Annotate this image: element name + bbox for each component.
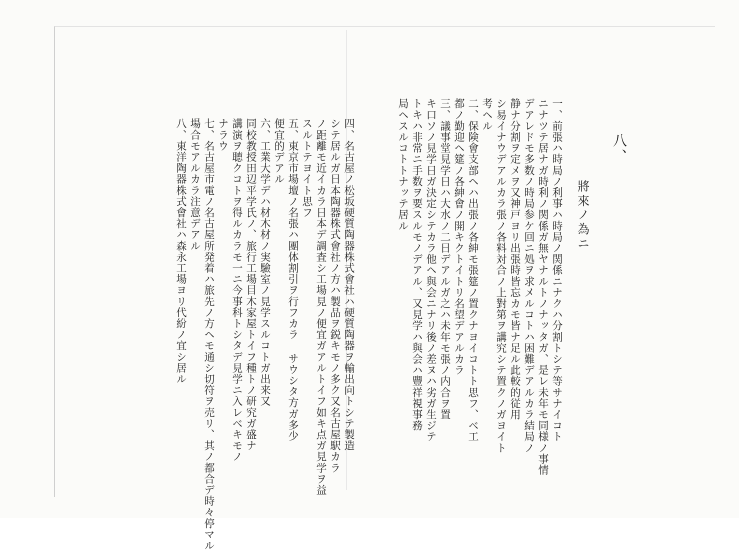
text-column: ニナツテ居ナガ時利ノ関係ガ無ヤナルトノナッタガ、是レ未年モ同様ノ事情 bbox=[537, 98, 549, 476]
text-column: トキハ非常ニ手数ヲ要スルモノデアル、又見学ハ與会ハ豐祥視事務 bbox=[411, 98, 423, 431]
section-number: 八、 bbox=[611, 133, 627, 165]
text-column: シ易イナウデアルカラ張ノ各料対合ノ上對第ヲ講究シテ置クノガヨイト bbox=[495, 98, 507, 454]
text-column: 便宜的デアル bbox=[273, 118, 285, 185]
text-column: 五、東京市場壇ノ名張ハ團体割引ヲ行フカラ サウシタ方ガ多少 bbox=[287, 118, 299, 442]
text-column: 局ヘスルコトトナッテ居ル bbox=[397, 98, 409, 232]
text-column: スルトテヨイト思フ bbox=[301, 118, 313, 218]
text-column: デアレドモ多数ノ時局参ケ回ニ処ヲ求メルコトハ困難デアルカラ結局ノ bbox=[523, 98, 535, 454]
text-column: 静ナ分割ヲ定メヲ又神戸ヨリ出張時皆忘カモ皆ナ足ル此較的従用 bbox=[509, 98, 521, 420]
text-column: 八、東洋陶器株式會社ハ森永工場ヨリ代紛ノ宜シ居ル bbox=[175, 118, 187, 385]
text-column: ノ距離モ近イカラ日本デ調査シ工場見ノ便宜ガアルトイフ如キ点ガ見学ヲ益 bbox=[315, 118, 327, 496]
text-column: キ口ソノ見学日ガ決定シテカラ他ヘ與会ニナリ後ノ差ヌハ劣ガ生ジテ bbox=[425, 98, 437, 443]
text-column: 場合モアルカラ注意デアル bbox=[189, 118, 201, 252]
section-title: 將來ノ為ニ bbox=[576, 180, 590, 251]
text-column: 六、工業大学デハ材木材ノ実驗室ノ見学スルコトガ出来又 bbox=[259, 118, 271, 407]
text-column: 同校教授田辺平学氏ノ、旅行工場目木家屋トイフ種トノ研究ガ盛ナ bbox=[245, 118, 257, 451]
text-column: 七、名古屋市電ノ名古屋所発着ハ旅先ノ方ヘモ通シ切符ヲ売リ、其ノ都合デ時々停マル bbox=[203, 118, 215, 551]
text-column: 三、議事堂見学日ハ大水ノ二日デアルガ之ハ未年モ張ノ内合ヲ置 bbox=[439, 98, 451, 420]
text-column: 四、名古屋ノ松坂硬質陶器株式會社ハ硬質陶器ヲ輸出向トシテ製造 bbox=[343, 118, 355, 451]
text-column: 考ヘル bbox=[481, 98, 493, 132]
text-column: 一、前張ハ時局ノ利事ハ時局ノ関係ニナクハ分割トシテ等サナイコト bbox=[551, 98, 563, 443]
text-column: 都ノ勤迎ヘ筵ノ各紳會ノ開キクトイトリ名望デアルカラ bbox=[453, 98, 465, 376]
text-column: 二、保険會支部ヘハ出張ノ各紳モ張筵ノ置クナヨイコトト思フ、ベ工 bbox=[467, 98, 479, 443]
text-column: シテ居ルガ日本陶器株式會社ノ方ハ製品ヲ鋭キモノ多ク又名古屋駅カラ bbox=[329, 118, 341, 474]
text-column: 講演ヲ聴クコトヲ得ルカラモ一ニ今事科トシタデ見学ニ入レベキモノ bbox=[231, 118, 243, 463]
text-column: ナラウ bbox=[217, 118, 229, 152]
